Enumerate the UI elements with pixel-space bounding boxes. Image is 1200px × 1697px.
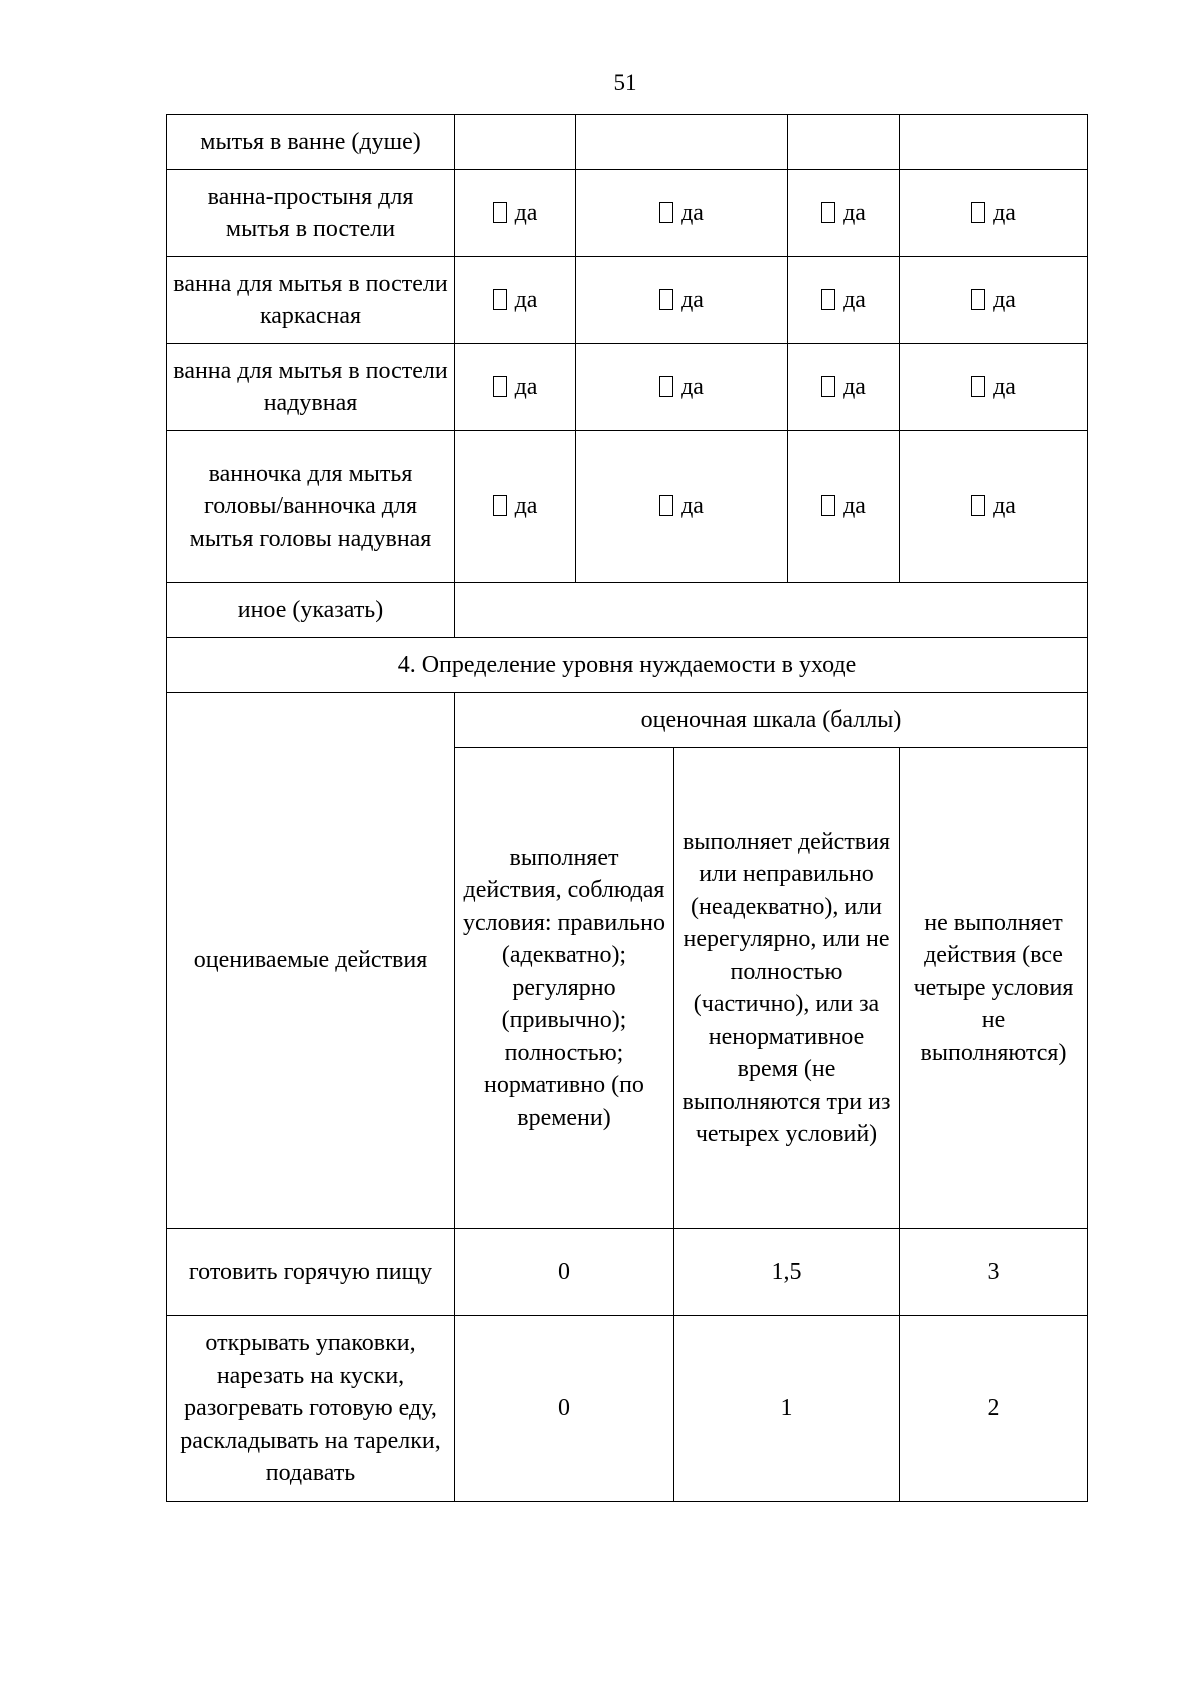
checkbox-cell[interactable]: [788, 431, 900, 583]
checkbox-cell[interactable]: [576, 344, 788, 431]
row-label: ванна для мытья в постели каркасная: [167, 257, 455, 344]
checkbox[interactable]: [971, 202, 985, 223]
checkbox[interactable]: [821, 376, 835, 397]
checkbox-cell[interactable]: [900, 257, 1088, 344]
row-label: ванночка для мытья головы/ванночка для мытья головы надувная: [167, 431, 455, 583]
checkbox[interactable]: [821, 289, 835, 310]
checkbox-label: да: [993, 199, 1016, 226]
checkbox-cell[interactable]: [788, 257, 900, 344]
empty-cell: [900, 115, 1088, 170]
checkbox-cell[interactable]: [788, 170, 900, 257]
checkbox-label: да: [681, 199, 704, 226]
empty-cell: [576, 115, 788, 170]
row-label: открывать упаковки, нарезать на куски, разогревать готовую еду, раскладывать на тарелки, подавать: [167, 1316, 455, 1502]
checkbox-label: да: [514, 286, 538, 313]
checkbox-label: да: [514, 199, 538, 226]
section-title: 4. Определение уровня нуждаемости в уходе: [167, 638, 1088, 693]
row-label: ванна-простыня для мытья в постели: [167, 170, 455, 257]
checkbox[interactable]: [493, 289, 507, 310]
checkbox[interactable]: [821, 202, 835, 223]
checkbox-label: да: [514, 373, 538, 400]
checkbox[interactable]: [493, 202, 507, 223]
checkbox-label: да: [843, 493, 866, 520]
table-row: [167, 170, 1088, 257]
checkbox-label: да: [514, 493, 538, 520]
checkbox-label: да: [681, 286, 704, 313]
page-number: 51: [613, 70, 637, 95]
row-label: мытья в ванне (душе): [167, 115, 455, 170]
checkbox-label: да: [843, 373, 866, 400]
table-row: [167, 115, 1088, 170]
checkbox[interactable]: [493, 495, 507, 516]
checkbox[interactable]: [971, 376, 985, 397]
score-cell: 3: [900, 1229, 1088, 1316]
checkbox[interactable]: [971, 289, 985, 310]
table-header-row: [167, 693, 1088, 748]
checkbox-cell[interactable]: [788, 344, 900, 431]
table-row: [167, 431, 1088, 583]
checkbox[interactable]: [821, 495, 835, 516]
checkbox-cell[interactable]: [576, 257, 788, 344]
table-row: [167, 257, 1088, 344]
empty-cell: [455, 115, 576, 170]
checkbox-label: да: [993, 286, 1016, 313]
table-row: [167, 583, 1088, 638]
table-row: [167, 1229, 1088, 1316]
checkbox[interactable]: [659, 495, 673, 516]
checkbox-cell[interactable]: [455, 431, 576, 583]
checkbox-cell[interactable]: [576, 431, 788, 583]
checkbox-cell[interactable]: [900, 170, 1088, 257]
row-label: ванна для мытья в постели надувная: [167, 344, 455, 431]
scale-column-header: выполняет действия, соблюдая условия: правильно (адекватно); регулярно (привычно); полностью; нормативно (по времени): [455, 748, 674, 1229]
checkbox-cell[interactable]: [900, 431, 1088, 583]
actions-header: оцениваемые действия: [167, 693, 455, 1229]
checkbox[interactable]: [659, 289, 673, 310]
checkbox-label: да: [993, 373, 1016, 400]
score-cell: 1: [674, 1316, 900, 1502]
scale-column-header: не выполняет действия (все четыре условия не выполняются): [900, 748, 1088, 1229]
checkbox-label: да: [843, 199, 866, 226]
checkbox-label: да: [681, 493, 704, 520]
score-cell: 2: [900, 1316, 1088, 1502]
checkbox-cell[interactable]: [576, 170, 788, 257]
empty-cell: [788, 115, 900, 170]
row-label: иное (указать): [167, 583, 455, 638]
checkbox-cell[interactable]: [455, 170, 576, 257]
checkbox-label: да: [681, 373, 704, 400]
checkbox-cell[interactable]: [900, 344, 1088, 431]
checkbox[interactable]: [659, 202, 673, 223]
section-header-row: [167, 638, 1088, 693]
score-cell: 0: [455, 1229, 674, 1316]
checkbox-label: да: [843, 286, 866, 313]
scale-header: оценочная шкала (баллы): [455, 693, 1088, 748]
checkbox-cell[interactable]: [455, 344, 576, 431]
row-label: готовить горячую пищу: [167, 1229, 455, 1316]
checkbox[interactable]: [659, 376, 673, 397]
other-input-cell[interactable]: [455, 583, 1088, 638]
score-cell: 1,5: [674, 1229, 900, 1316]
checkbox-cell[interactable]: [455, 257, 576, 344]
score-cell: 0: [455, 1316, 674, 1502]
scale-column-header: выполняет действия или неправильно (неадекватно), или нерегулярно, или не полностью (частично), или за ненормативное время (не выполняются три из четырех условий): [674, 748, 900, 1229]
checkbox[interactable]: [493, 376, 507, 397]
table-row: [167, 1316, 1088, 1502]
assessment-table: [166, 114, 1088, 1502]
table-row: [167, 344, 1088, 431]
checkbox-label: да: [993, 493, 1016, 520]
checkbox[interactable]: [971, 495, 985, 516]
